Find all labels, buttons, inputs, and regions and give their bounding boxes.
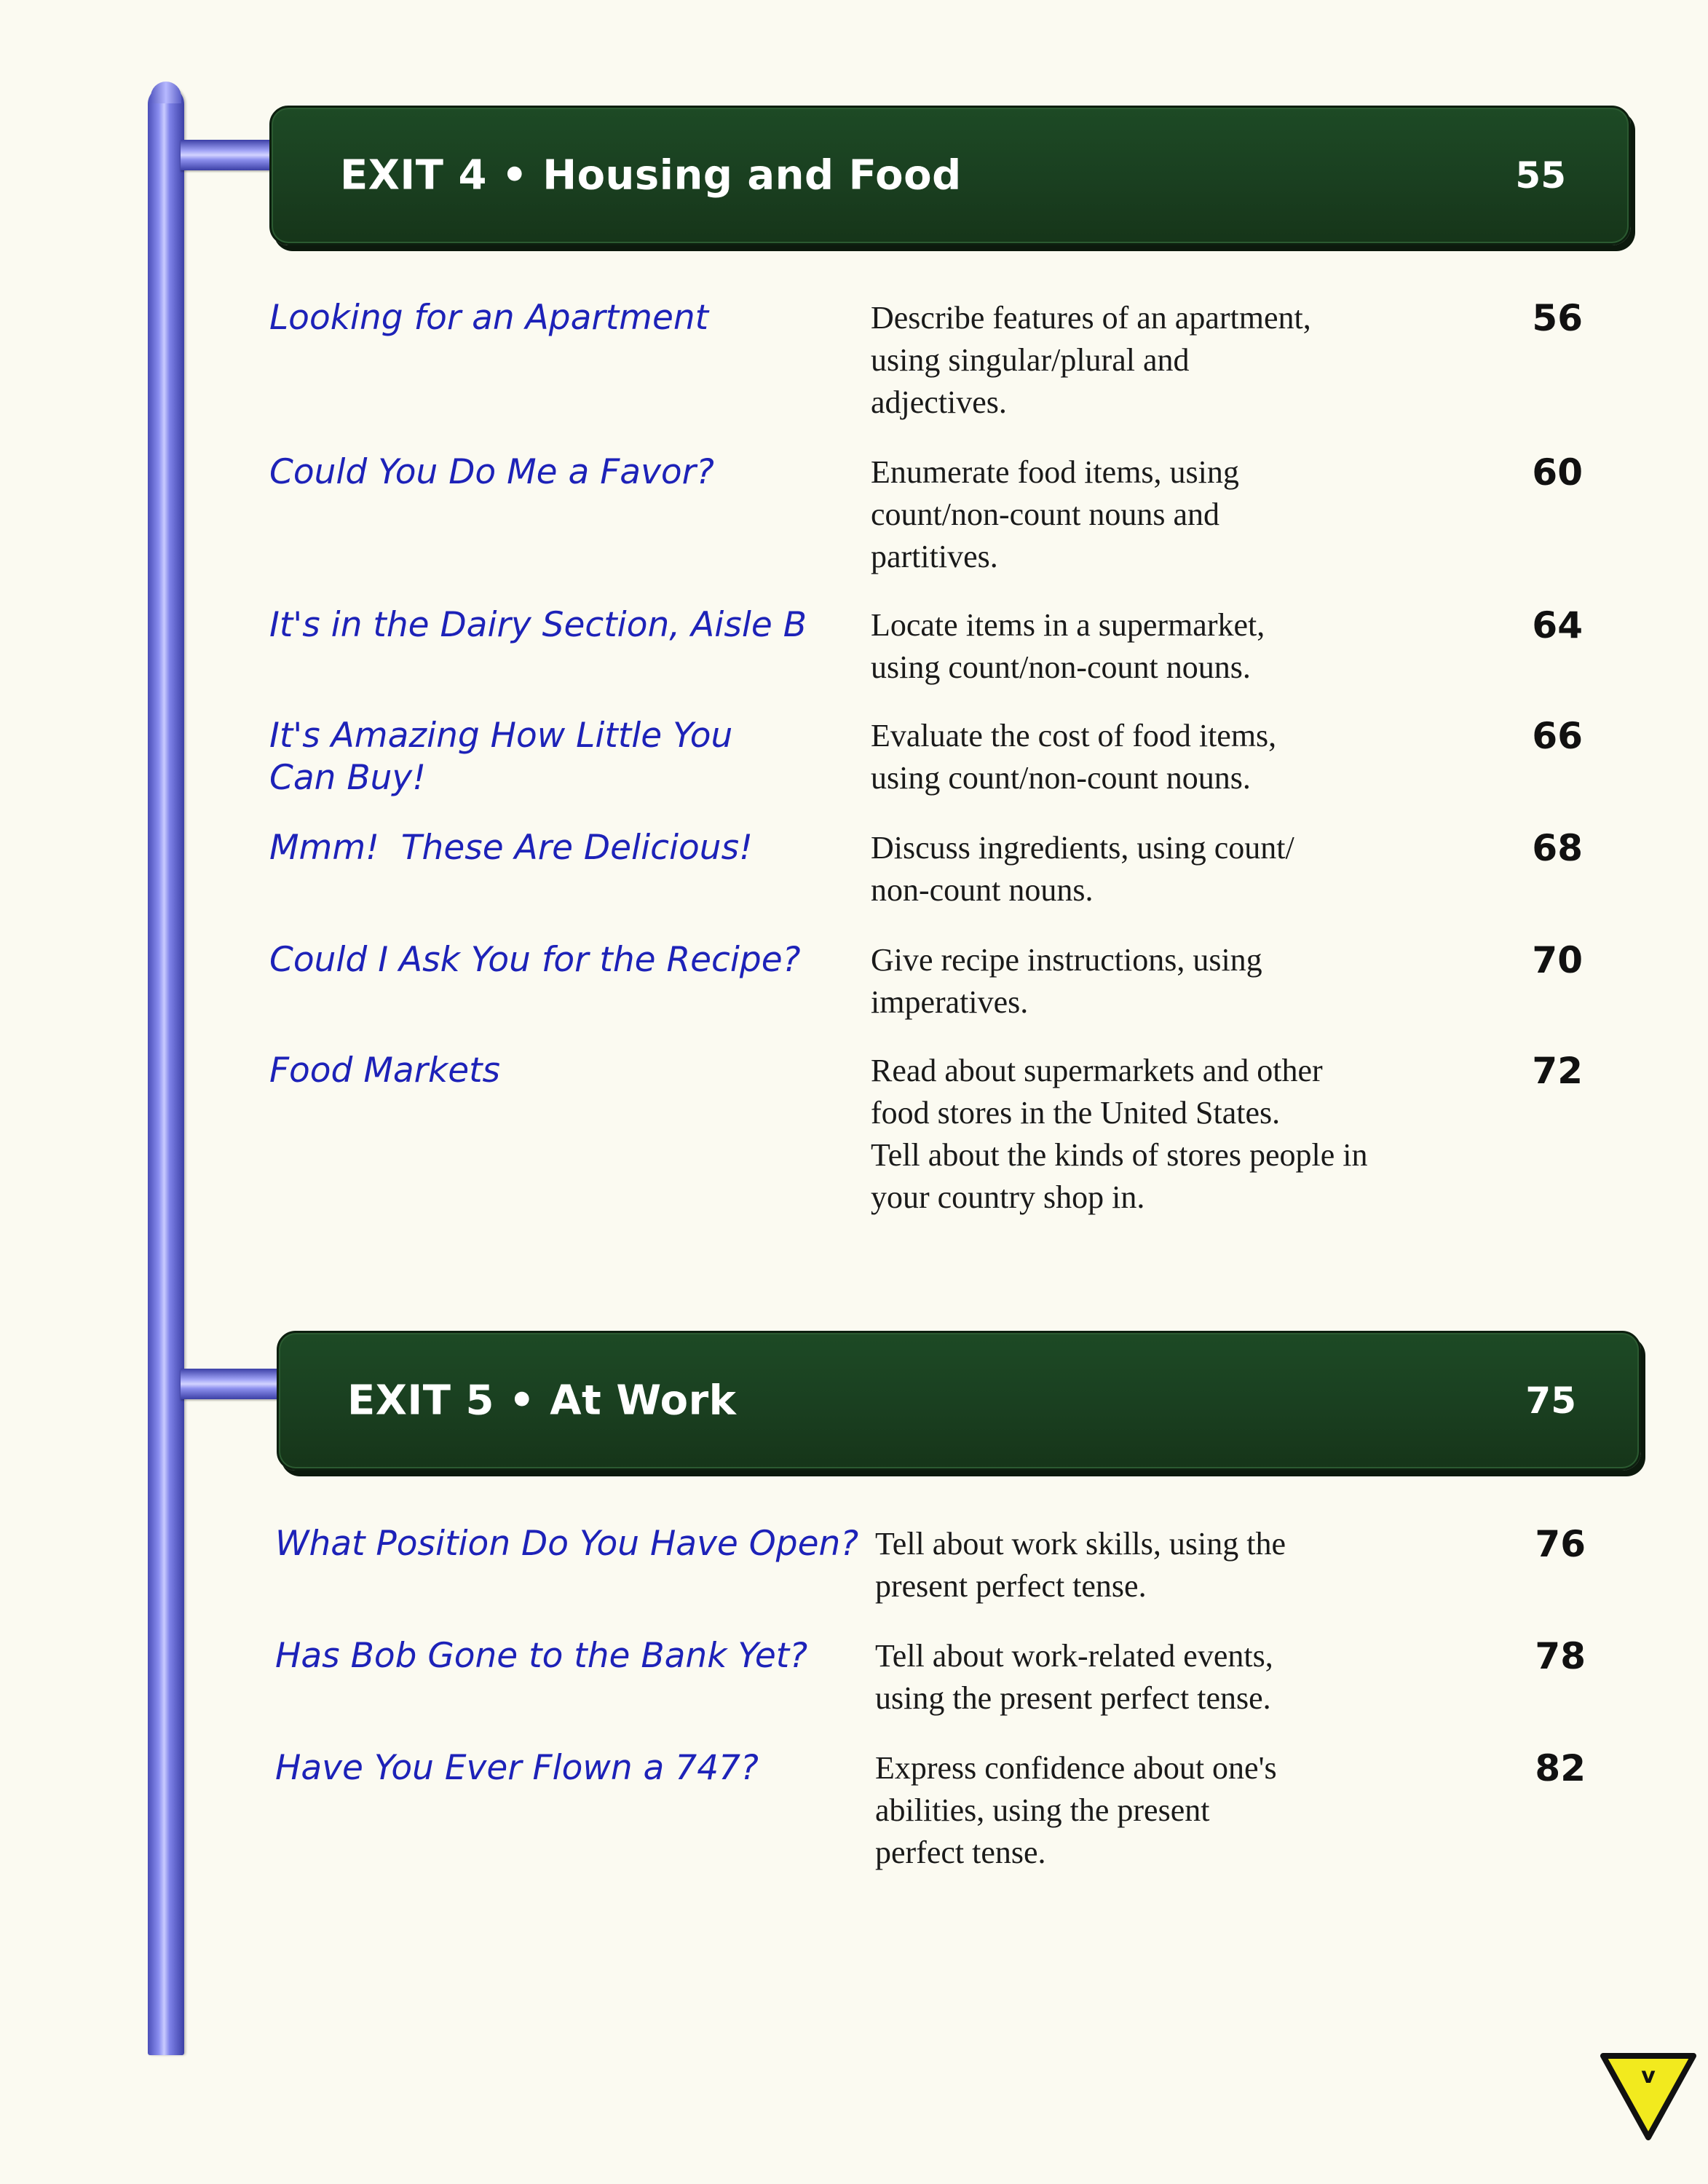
lesson-description-line: Tell about work-related events,: [875, 1638, 1273, 1674]
lesson-title: [275, 1635, 807, 1677]
lesson-description: [871, 715, 1276, 799]
lesson-description-line: Evaluate the cost of food items,: [871, 718, 1277, 753]
lesson-description: [871, 451, 1239, 578]
lesson-description-line: using the present perfect tense.: [875, 1680, 1271, 1716]
exit4-page-number: 55: [1515, 154, 1566, 197]
lesson-title-line: Could You Do Me a Favor?: [269, 452, 714, 492]
lesson-description: [871, 1050, 1367, 1219]
lesson-description-line: Tell about work skills, using the: [875, 1526, 1286, 1562]
lesson-description-line: your country shop in.: [871, 1179, 1145, 1215]
lesson-description-line: imperatives.: [871, 984, 1029, 1020]
lesson-title-line: What Position Do You Have Open?: [275, 1524, 859, 1564]
lesson-page-number: 70: [1532, 939, 1583, 981]
signpost-arm-exit4: [181, 140, 275, 170]
signpost-pole-cap: [151, 82, 181, 103]
lesson-description-line: Locate items in a supermarket,: [871, 607, 1265, 643]
lesson-description-line: Read about supermarkets and other: [871, 1053, 1323, 1088]
lesson-title-line: Food Markets: [269, 1051, 501, 1091]
signpost-pole: [148, 86, 184, 2055]
lesson-description-line: partitives.: [871, 539, 998, 574]
lesson-title: [269, 604, 807, 646]
lesson-title-line: It's Amazing How Little You: [269, 716, 733, 756]
lesson-page-number: 78: [1535, 1635, 1586, 1677]
lesson-page-number: 72: [1532, 1050, 1583, 1092]
lesson-description-line: count/non-count nouns and: [871, 496, 1220, 532]
lesson-page-number: 60: [1532, 451, 1583, 494]
lesson-description: [871, 604, 1265, 689]
lesson-title-line: Has Bob Gone to the Bank Yet?: [275, 1636, 808, 1676]
lesson-title: [269, 827, 753, 869]
lesson-description-line: perfect tense.: [875, 1835, 1046, 1870]
lesson-title-line: Can Buy!: [269, 758, 427, 798]
lesson-title-line: Mmm! These Are Delicious!: [269, 828, 753, 868]
signpost-arm-exit5: [181, 1369, 282, 1399]
lesson-description-line: Express confidence about one's: [875, 1750, 1277, 1786]
lesson-title-line: Could I Ask You for the Recipe?: [269, 940, 801, 980]
lesson-description-line: adjectives.: [871, 384, 1007, 420]
lesson-description-line: Describe features of an apartment,: [871, 300, 1311, 336]
lesson-title: [269, 297, 708, 339]
lesson-title: [269, 451, 714, 494]
lesson-page-number: 82: [1535, 1747, 1586, 1789]
lesson-description: [875, 1523, 1286, 1607]
lesson-description: [871, 827, 1294, 911]
lesson-description-line: Enumerate food items, using: [871, 454, 1239, 490]
lesson-description-line: non-count nouns.: [871, 872, 1094, 908]
lesson-description-line: Give recipe instructions, using: [871, 942, 1262, 978]
lesson-title: [275, 1747, 759, 1789]
lesson-page-number: 68: [1532, 827, 1583, 869]
lesson-title: [269, 1050, 500, 1092]
lesson-title-line: Looking for an Apartment: [269, 298, 709, 338]
exit5-page-number: 75: [1525, 1380, 1576, 1422]
page-folio-number: v: [1641, 2063, 1656, 2089]
lesson-page-number: 56: [1532, 297, 1583, 339]
lesson-description: [875, 1747, 1277, 1874]
lesson-description-line: abilities, using the present: [875, 1792, 1210, 1828]
lesson-page-number: 66: [1532, 715, 1583, 757]
lesson-description: [871, 297, 1311, 424]
lesson-description-line: Discuss ingredients, using count/: [871, 830, 1294, 866]
lesson-page-number: 76: [1535, 1523, 1586, 1565]
lesson-title: [269, 715, 732, 799]
lesson-description-line: using count/non-count nouns.: [871, 760, 1251, 796]
lesson-description-line: food stores in the United States.: [871, 1095, 1281, 1131]
lesson-title: [275, 1523, 858, 1565]
lesson-title-line: It's in the Dairy Section, Aisle B: [269, 605, 807, 645]
exit5-sign: [277, 1331, 1641, 1471]
lesson-description: [871, 939, 1262, 1024]
exit4-title: EXIT 4 • Housing and Food: [340, 151, 962, 199]
lesson-description-line: using singular/plural and: [871, 342, 1190, 378]
lesson-description-line: present perfect tense.: [875, 1568, 1147, 1604]
lesson-page-number: 64: [1532, 604, 1583, 646]
lesson-title-line: Have You Ever Flown a 747?: [275, 1748, 759, 1788]
lesson-description-line: Tell about the kinds of stores people in: [871, 1137, 1368, 1173]
lesson-description: [875, 1635, 1273, 1720]
lesson-description-line: using count/non-count nouns.: [871, 649, 1251, 685]
exit5-title: EXIT 5 • At Work: [347, 1377, 737, 1425]
lesson-title: [269, 939, 801, 981]
exit4-sign: [269, 106, 1631, 245]
